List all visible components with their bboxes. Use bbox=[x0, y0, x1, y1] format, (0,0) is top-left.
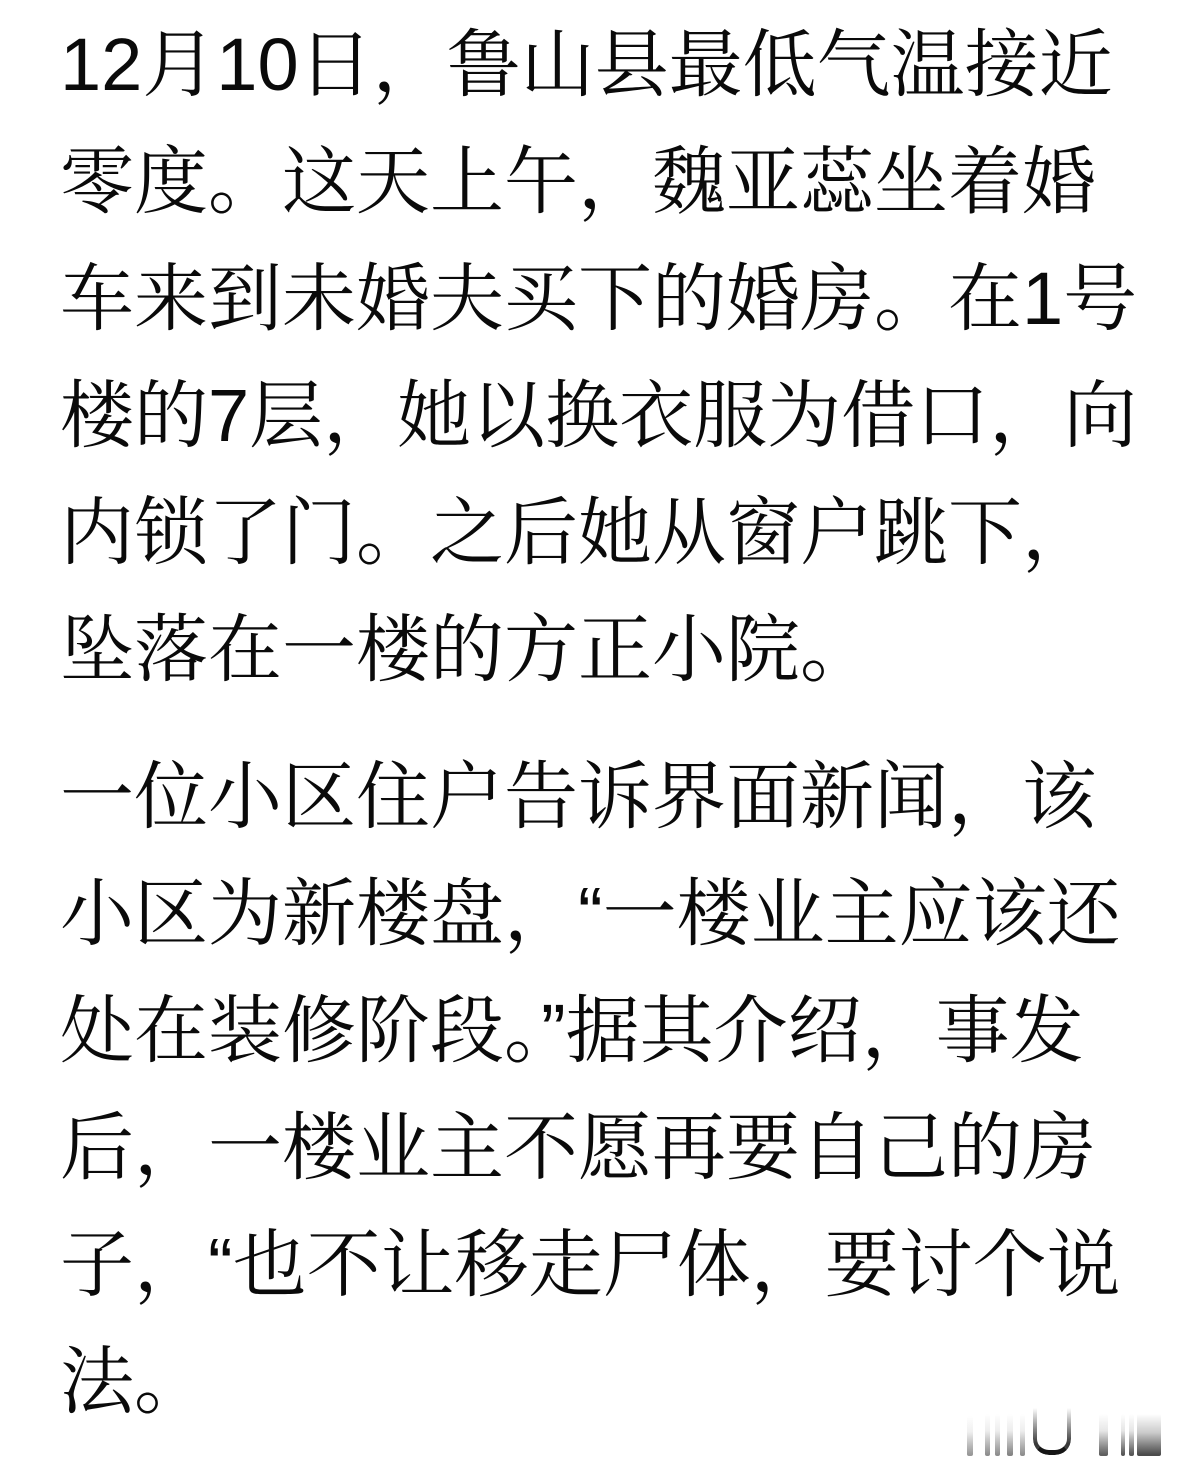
text-line: 后，一楼业主不愿再要自己的房 bbox=[60, 1106, 1096, 1189]
text-line: 小区为新楼盘，“一楼业主应该还 bbox=[60, 872, 1121, 955]
text-line: 子，“也不让移走尸体，要讨个说 bbox=[60, 1223, 1121, 1306]
paragraph-1 bbox=[60, 6, 1138, 708]
text-line: 坠落在一楼的方正小院。 bbox=[60, 608, 874, 691]
paragraph-2 bbox=[60, 738, 1121, 1440]
text-line: 处在装修阶段。”据其介绍，事发 bbox=[60, 989, 1084, 1072]
text-line: 楼的7层，她以换衣服为借口，向 bbox=[60, 374, 1138, 457]
text-line: 12月10日，鲁山县最低气温接近 bbox=[60, 23, 1113, 106]
text-line: 车来到未婚夫买下的婚房。在1号 bbox=[60, 257, 1138, 340]
text-line: 法。 bbox=[60, 1340, 208, 1423]
text-line: 零度。这天上午，魏亚蕊坐着婚 bbox=[60, 140, 1096, 223]
text-line: 内锁了门。之后她从窗户跳下， bbox=[60, 491, 1096, 574]
text-line: 一位小区住户告诉界面新闻，该 bbox=[60, 755, 1096, 838]
